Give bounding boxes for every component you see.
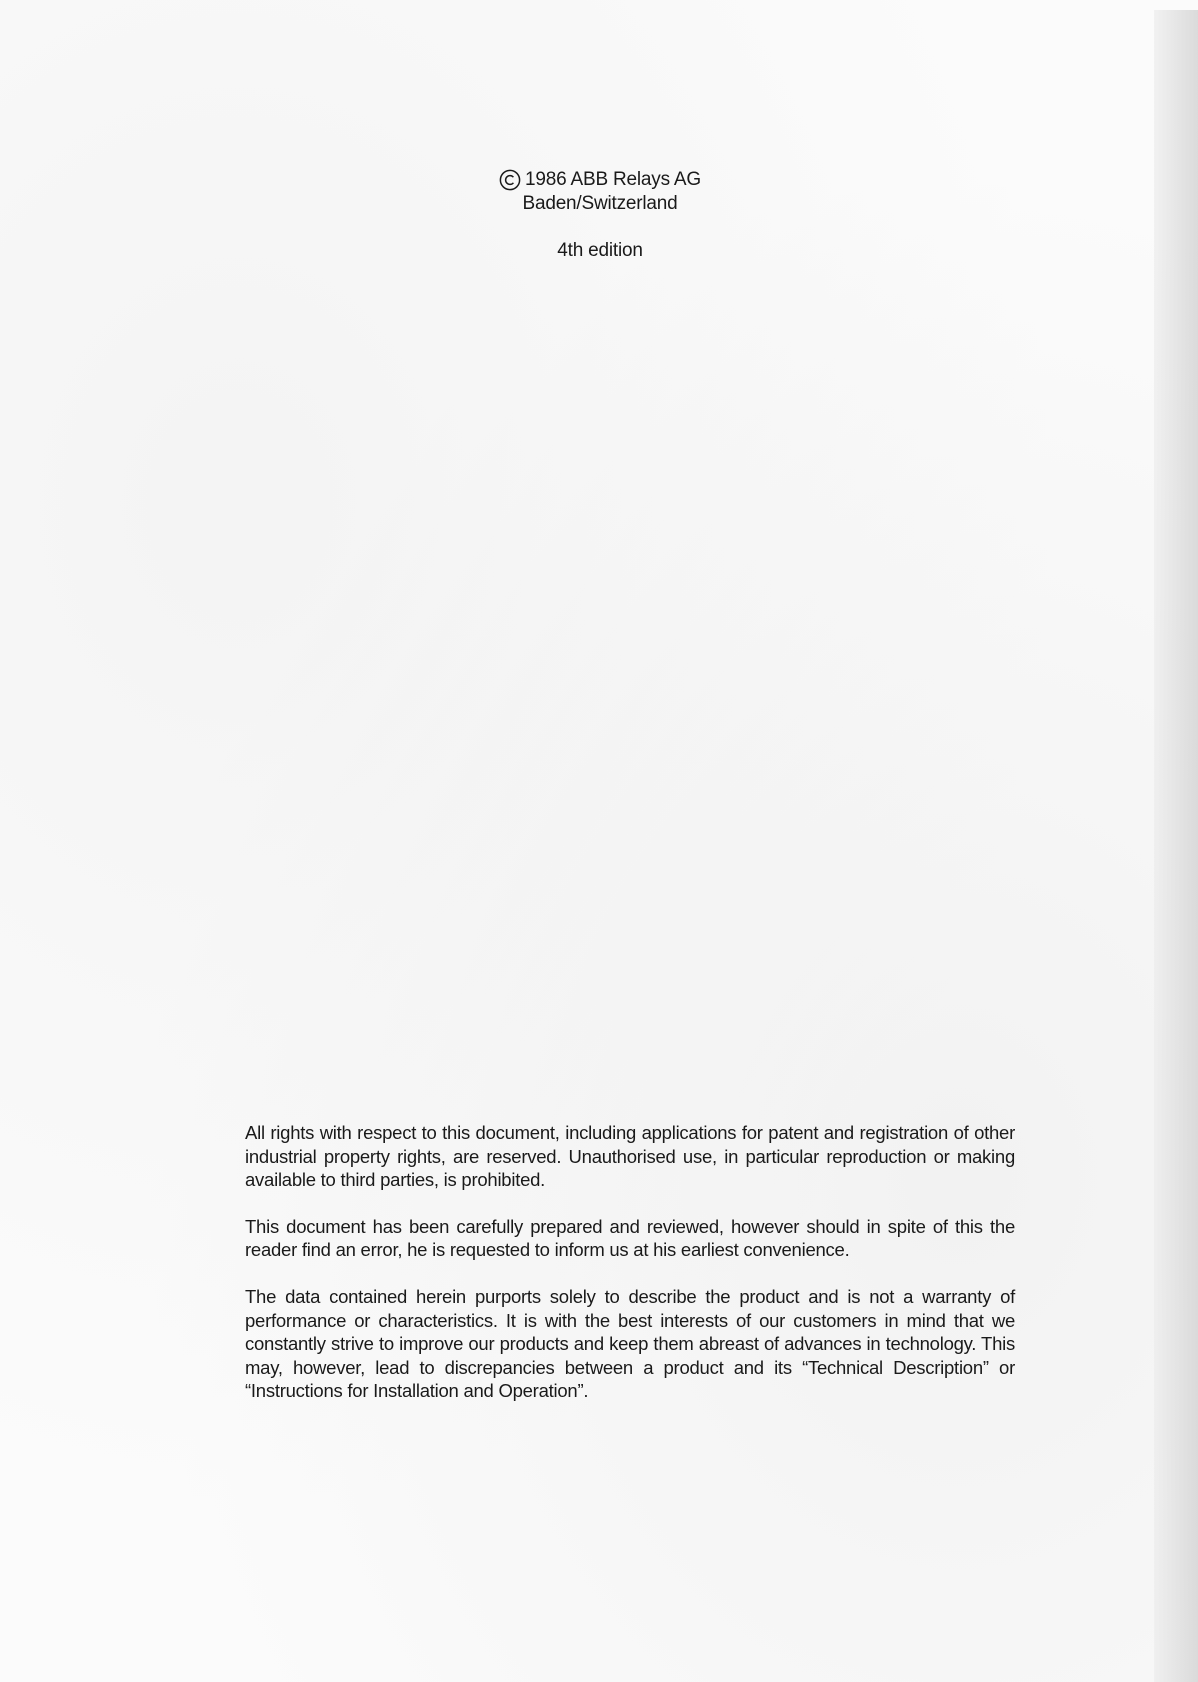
- legal-paragraph-warranty: The data contained herein purports solely to describe the product and is not a warranty of performance or characteristics. It is with the best interests of our customers in mind that we constantly strive to improve our products and keep them abreast of advances in technology. This may, however, lead to discrepancies between a product and its “Technical Description” or “Instructions for Installation and Operation”.: [245, 1285, 1015, 1402]
- copyright-line: [440, 168, 760, 192]
- legal-paragraph-errors: This document has been carefully prepared and reviewed, however should in spite of this the reader find an error, he is requested to inform us at his earliest convenience.: [245, 1215, 1015, 1261]
- copyright-block: [440, 168, 760, 216]
- copyright-icon: [499, 169, 521, 191]
- copyright-location: Baden/Switzerland: [522, 193, 678, 214]
- legal-paragraph-rights: All rights with respect to this document, including applications for patent and registration of other industrial property rights, are reserved. Unauthorised use, in particular reproduction or making available to third parties, is prohibited.: [245, 1122, 1015, 1191]
- copyright-text: 1986 ABB Relays AG: [525, 169, 701, 190]
- edition-label: 4th edition: [557, 240, 643, 261]
- page-edge-shadow: [1154, 10, 1198, 1682]
- legal-notice: [245, 1121, 1015, 1426]
